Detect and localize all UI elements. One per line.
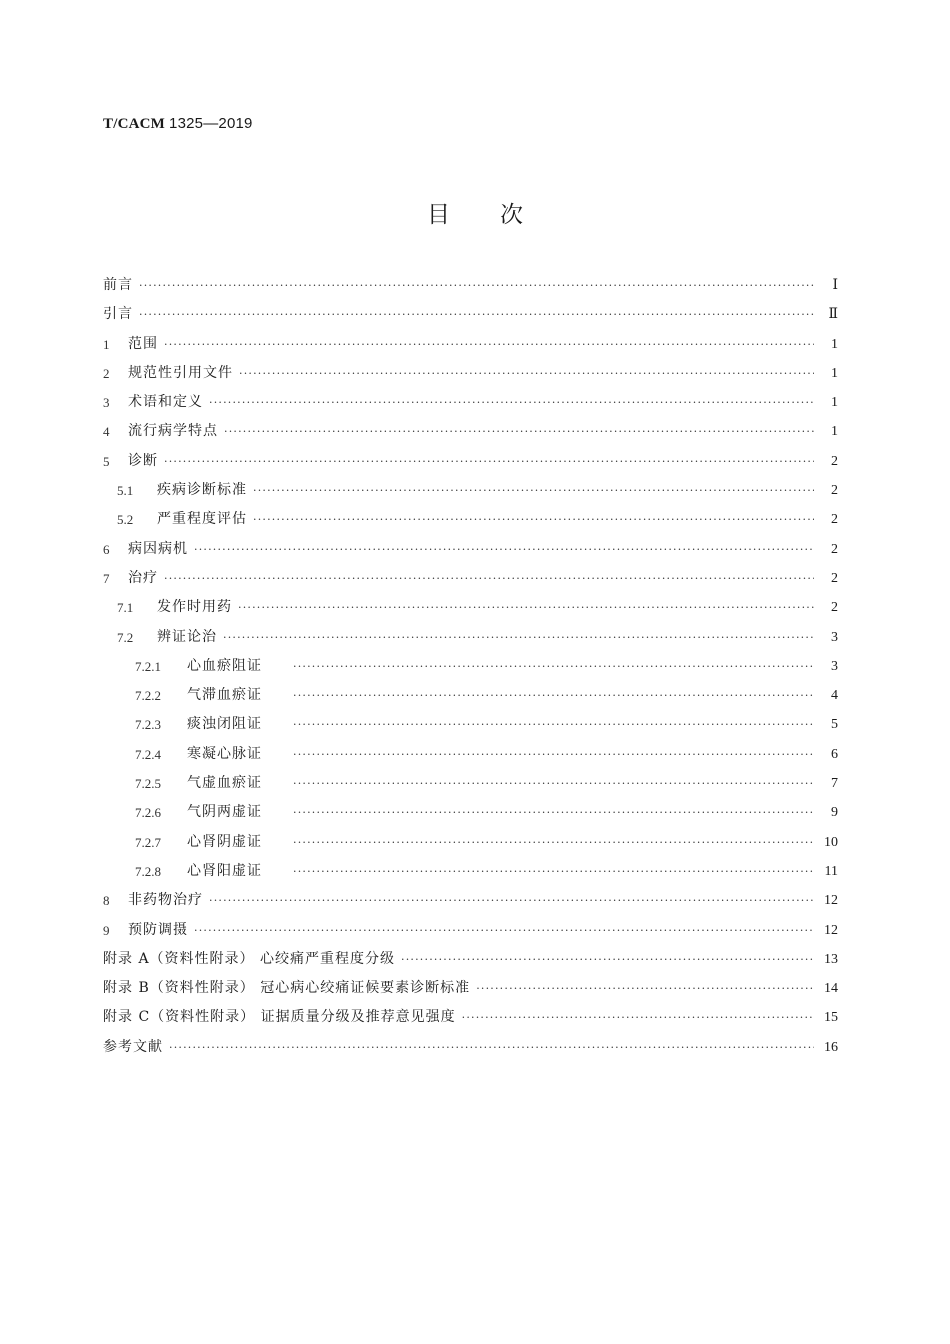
toc-entry-page: 3	[831, 629, 838, 645]
toc-entry-label: 心肾阳虚证	[187, 862, 262, 879]
toc-entry-page: 5	[831, 717, 838, 733]
toc-entry-page: 12	[824, 922, 838, 938]
toc-entry-label: 气阴两虚证	[187, 804, 262, 821]
toc-entry-page: 13	[824, 951, 838, 967]
toc-entry-number: 7.2.8	[135, 863, 161, 879]
toc-entry-page: 16	[824, 1039, 838, 1055]
toc-dot-leader	[209, 886, 814, 915]
toc-entry[interactable]	[103, 564, 838, 593]
toc-entry-number: 1	[103, 336, 110, 352]
toc-entry-label: 痰浊闭阻证	[187, 716, 262, 733]
toc-entry-label: 规范性引用文件	[128, 364, 233, 381]
toc-entry-number: 7	[103, 570, 110, 586]
toc-entry[interactable]	[103, 769, 838, 798]
toc-entry-page: 1	[831, 336, 838, 352]
toc-entry[interactable]	[103, 417, 838, 446]
toc-entry-number: 7.2.2	[135, 688, 161, 704]
toc-entry[interactable]	[103, 886, 838, 915]
toc-entry[interactable]	[103, 974, 838, 1003]
toc-dot-leader	[293, 710, 814, 739]
toc-dot-leader	[293, 681, 814, 710]
toc-dot-leader	[209, 388, 814, 417]
toc-entry-label: 流行病学特点	[128, 423, 218, 440]
toc-entry-label: 附录 A（资料性附录） 心绞痛严重程度分级	[103, 950, 396, 967]
toc-entry-number: 5.2	[117, 512, 134, 528]
toc-dot-leader	[194, 916, 814, 945]
toc-dot-leader	[253, 505, 814, 534]
toc-entry[interactable]	[103, 857, 838, 886]
toc-entry-label: 附录 B（资料性附录） 冠心病心绞痛证候要素诊断标准	[103, 980, 471, 997]
toc-entry[interactable]	[103, 300, 838, 329]
toc-entry-page: Ⅰ	[832, 278, 838, 293]
toc-entry-label: 引言	[103, 306, 133, 323]
toc-entry-label: 疾病诊断标准	[157, 482, 247, 499]
toc-entry-page: 1	[831, 395, 838, 411]
toc-entry[interactable]	[103, 330, 838, 359]
toc-entry-number: 6	[103, 541, 110, 557]
toc-entry-label: 范围	[128, 335, 158, 352]
toc-entry-number: 5.1	[117, 483, 134, 499]
toc-entry-number: 7.2.6	[135, 805, 161, 821]
toc-entry-page: 15	[824, 1010, 838, 1026]
document-code	[103, 114, 253, 133]
toc-entry[interactable]	[103, 1033, 838, 1062]
toc-dot-leader	[401, 945, 814, 974]
toc-entry-label: 气滞血瘀证	[187, 687, 262, 704]
toc-dot-leader	[476, 974, 814, 1003]
toc-dot-leader	[239, 359, 814, 388]
toc-entry-label: 前言	[103, 277, 133, 293]
toc-entry-page: Ⅱ	[828, 307, 838, 323]
toc-dot-leader	[253, 476, 814, 505]
toc-entry-label: 附录 C（资料性附录） 证据质量分级及推荐意见强度	[103, 1009, 456, 1026]
toc-entry[interactable]	[103, 710, 838, 739]
toc-entry[interactable]	[103, 681, 838, 710]
toc-entry[interactable]	[103, 505, 838, 534]
toc-entry[interactable]	[103, 798, 838, 827]
toc-entry-label: 发作时用药	[157, 599, 232, 616]
toc-dot-leader	[139, 271, 814, 300]
toc-entry-page: 11	[824, 863, 838, 879]
toc-entry-page: 2	[831, 512, 838, 528]
toc-dot-leader	[293, 740, 814, 769]
toc-dot-leader	[139, 300, 814, 329]
toc-entry-number: 3	[103, 395, 110, 411]
toc-entry[interactable]	[103, 1003, 838, 1032]
toc-entry-page: 7	[831, 776, 838, 792]
document-code-number: 1325—2019	[169, 115, 253, 132]
toc-entry[interactable]	[103, 916, 838, 945]
toc-entry[interactable]	[103, 623, 838, 652]
toc-entry-page: 14	[824, 981, 838, 997]
toc-entry-label: 参考文献	[103, 1038, 163, 1055]
toc-entry-page: 1	[831, 365, 838, 381]
toc-dot-leader	[238, 593, 814, 622]
toc-entry-number: 7.2.1	[135, 658, 161, 674]
toc-entry-page: 2	[831, 453, 838, 469]
toc-dot-leader	[194, 535, 814, 564]
toc-entry-number: 8	[103, 893, 110, 909]
toc-entry[interactable]	[103, 535, 838, 564]
toc-entry-label: 辨证论治	[157, 628, 217, 645]
toc-entry[interactable]	[103, 828, 838, 857]
toc-dot-leader	[293, 828, 814, 857]
toc-entry-number: 7.2.4	[135, 746, 161, 762]
toc-entry[interactable]	[103, 593, 838, 622]
toc-entry-label: 病因病机	[128, 540, 188, 557]
toc-dot-leader	[164, 330, 814, 359]
toc-entry-number: 5	[103, 453, 110, 469]
toc-dot-leader	[462, 1003, 814, 1032]
toc-entry-label: 术语和定义	[128, 394, 203, 411]
toc-entry-number: 7.1	[117, 600, 134, 616]
toc-entry-page: 10	[824, 834, 838, 850]
toc-entry-number: 7.2.7	[135, 834, 161, 850]
toc-entry-page: 12	[824, 893, 838, 909]
toc-dot-leader	[169, 1033, 814, 1062]
toc-entry-page: 3	[831, 658, 838, 674]
toc-entry-page: 2	[831, 570, 838, 586]
toc-dot-leader	[293, 857, 814, 886]
toc-entry-number: 7.2.3	[135, 717, 161, 733]
document-code-prefix: T/CACM	[103, 116, 166, 132]
toc-dot-leader	[293, 798, 814, 827]
toc-dot-leader	[293, 652, 814, 681]
toc-entry[interactable]	[103, 359, 838, 388]
toc-dot-leader	[164, 564, 814, 593]
toc-entry-label: 诊断	[128, 452, 158, 469]
toc-entry-label: 治疗	[128, 569, 158, 586]
toc-title: 目次	[427, 202, 573, 228]
toc-dot-leader	[224, 417, 814, 446]
toc-entry[interactable]	[103, 652, 838, 681]
toc-entry-label: 心肾阴虚证	[187, 833, 262, 850]
toc-entry-label: 寒凝心脉证	[187, 745, 262, 762]
toc-dot-leader	[293, 769, 814, 798]
table-of-contents	[103, 271, 838, 1062]
toc-entry-label: 严重程度评估	[157, 511, 247, 528]
toc-entry-label: 心血瘀阻证	[187, 657, 262, 674]
toc-entry[interactable]	[103, 388, 838, 417]
toc-entry[interactable]	[103, 476, 838, 505]
toc-entry-page: 2	[831, 483, 838, 499]
toc-dot-leader	[223, 623, 814, 652]
toc-entry[interactable]	[103, 271, 838, 300]
toc-entry-number: 4	[103, 424, 110, 440]
toc-entry[interactable]	[103, 447, 838, 476]
toc-entry-number: 2	[103, 365, 110, 381]
toc-entry-page: 2	[831, 541, 838, 557]
toc-entry[interactable]	[103, 740, 838, 769]
toc-entry[interactable]	[103, 945, 838, 974]
toc-entry-label: 非药物治疗	[128, 892, 203, 909]
toc-entry-page: 2	[831, 600, 838, 616]
toc-entry-page: 9	[831, 805, 838, 821]
toc-entry-number: 9	[103, 922, 110, 938]
toc-entry-page: 4	[831, 688, 838, 704]
toc-entry-number: 7.2.5	[135, 776, 161, 792]
toc-entry-label: 预防调摄	[128, 921, 188, 938]
toc-entry-number: 7.2	[117, 629, 134, 645]
toc-entry-page: 6	[831, 746, 838, 762]
toc-entry-label: 气虚血瘀证	[187, 775, 262, 792]
toc-dot-leader	[164, 447, 814, 476]
toc-entry-page: 1	[831, 424, 838, 440]
